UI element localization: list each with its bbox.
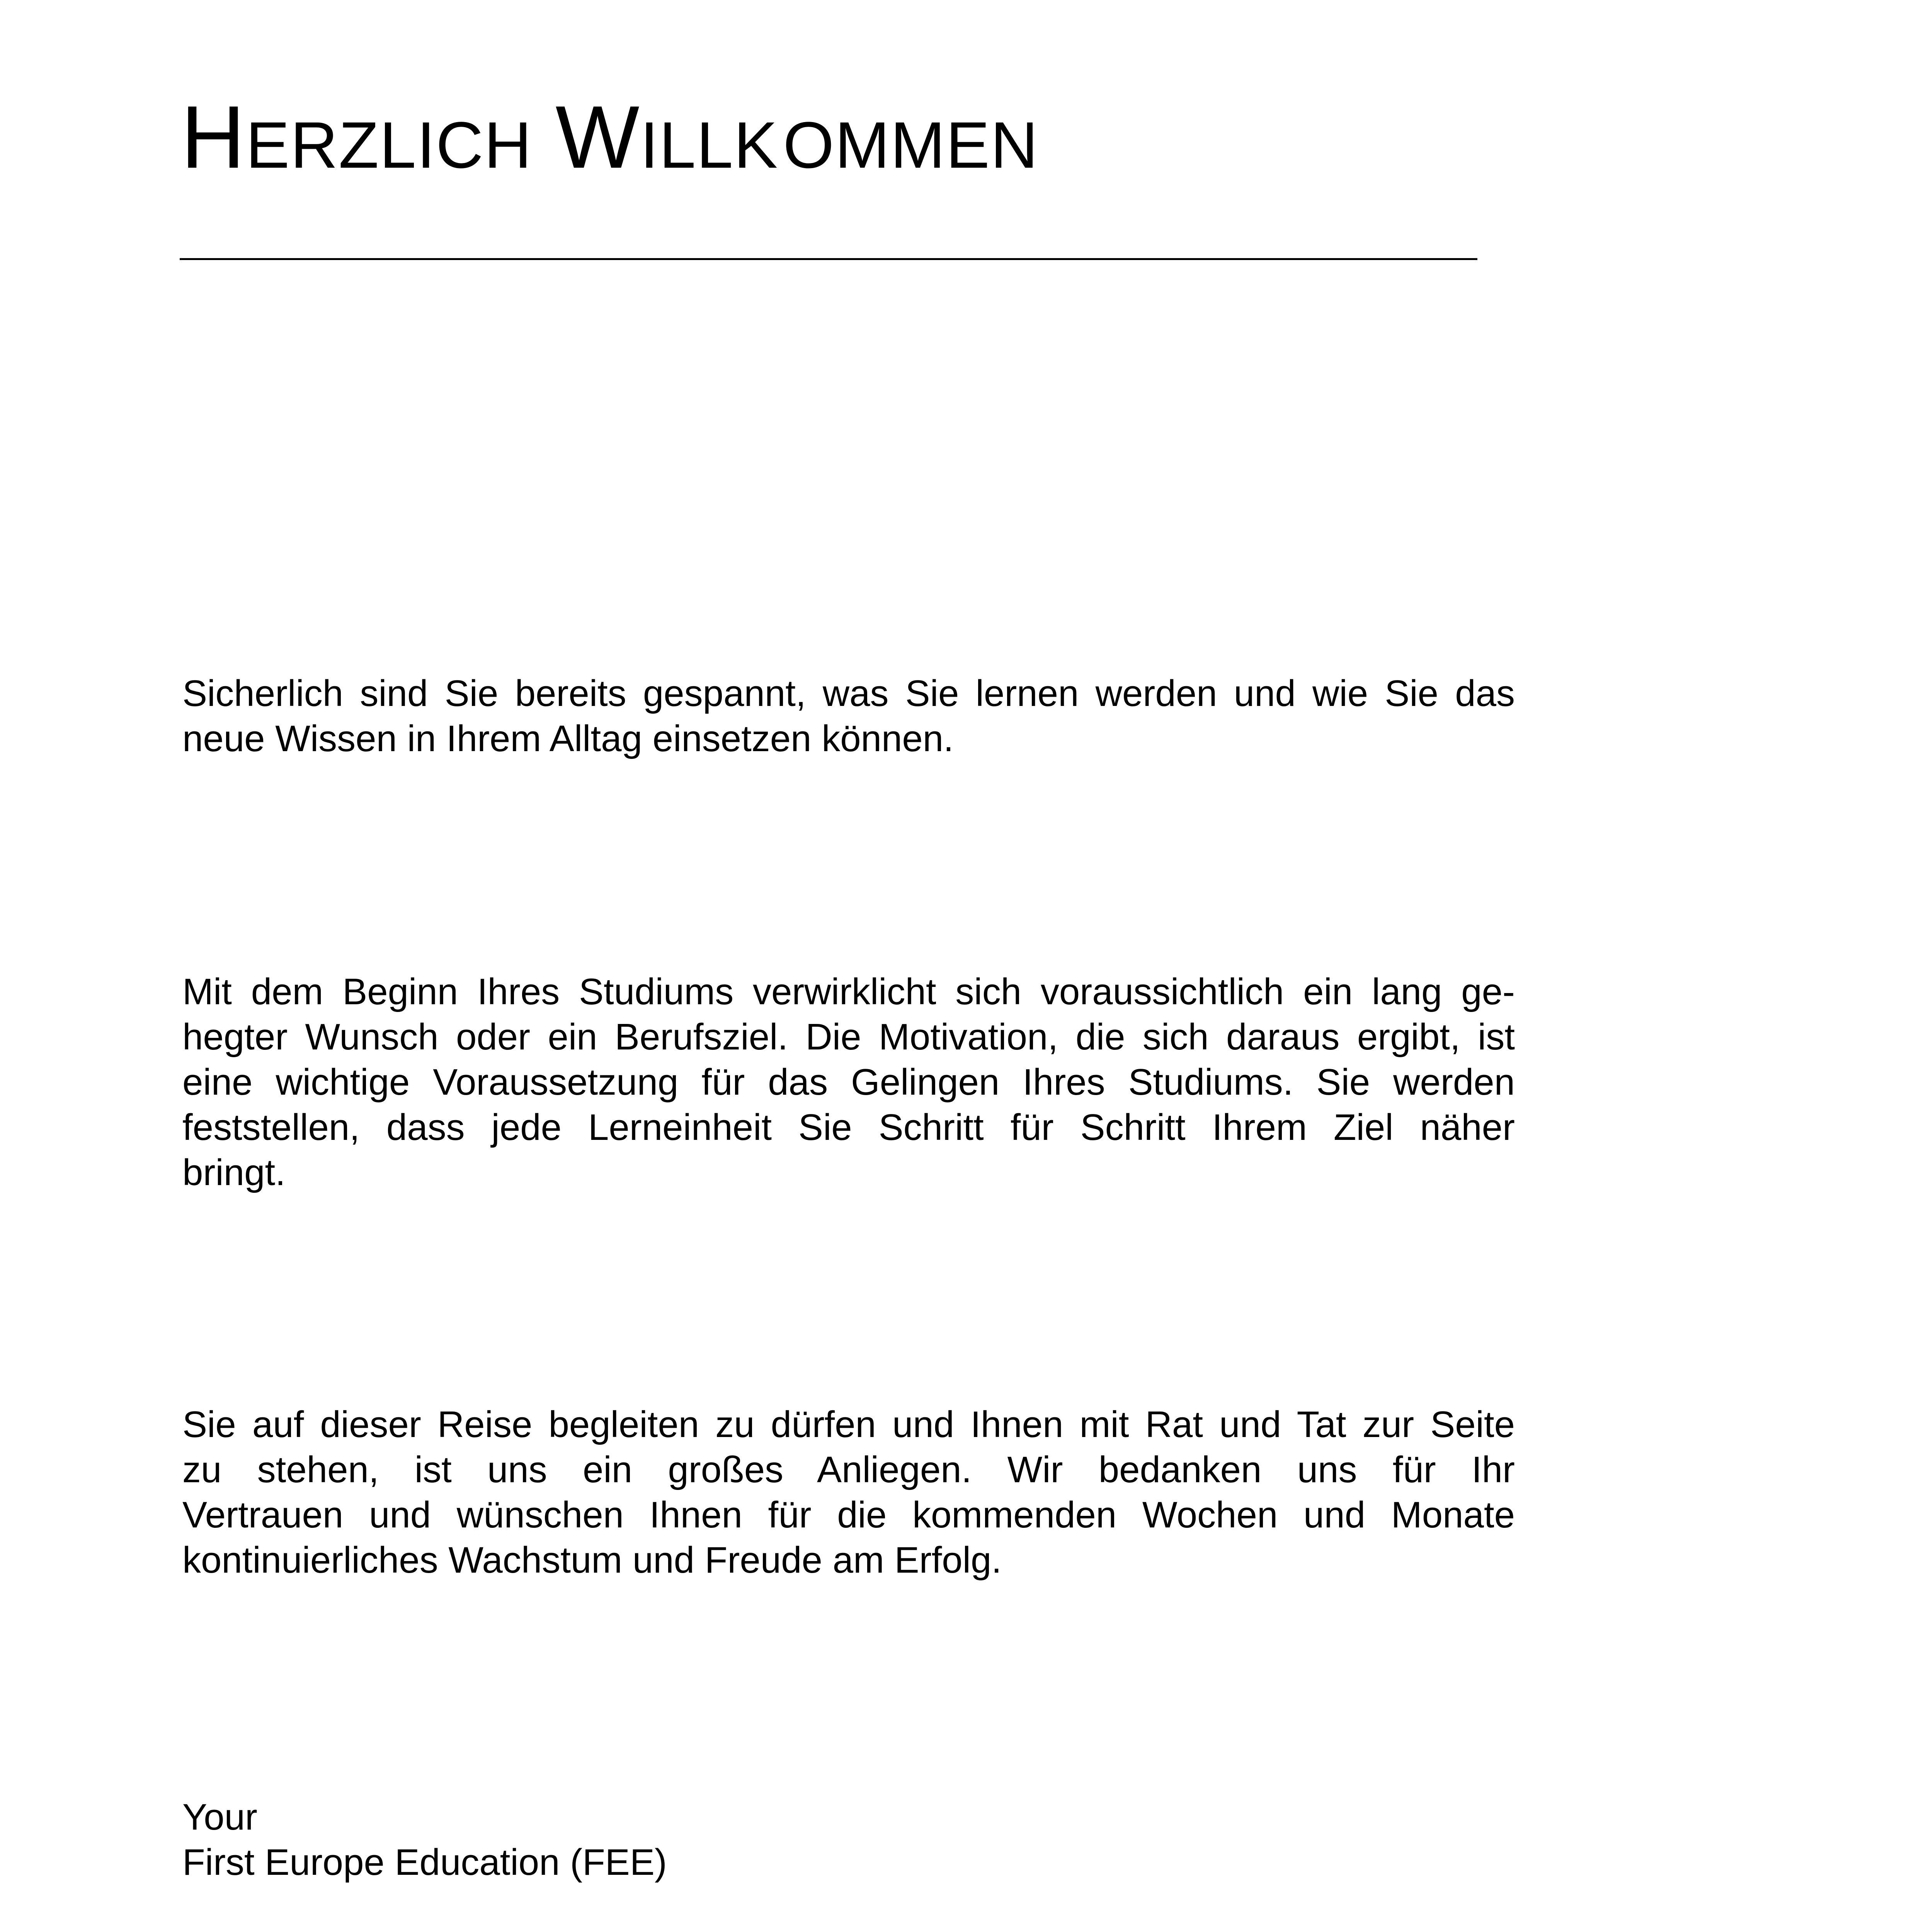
paragraph-line: zu stehen, ist uns ein großes Anliegen. Wir bedanken uns für Ihr (182, 1449, 1515, 1490)
paragraph-motivation (182, 969, 1515, 1195)
paragraph-line: neue Wissen in Ihrem Alltag einsetzen können. (182, 718, 954, 759)
title-word-2-rest-b: OMMEN (783, 109, 1039, 182)
paragraph-intro (182, 671, 1515, 761)
title-divider (180, 258, 1477, 260)
paragraph-line: bringt. (182, 1152, 286, 1193)
title-word-1-rest: ERZLICH (246, 109, 533, 182)
paragraph-line: Vertrauen und wünschen Ihnen für die kommenden Wochen und Monate (182, 1494, 1515, 1536)
title-word-2-rest-a: ILLK (640, 109, 779, 182)
title-initial-w: W (555, 87, 640, 187)
paragraph-line: Mit dem Beginn Ihres Studiums verwirklicht sich voraussichtlich ein lang ge- (182, 971, 1515, 1012)
title-initial-h: H (181, 87, 246, 187)
signature-block (182, 1794, 667, 1885)
signature-sender: First Europe Education (FEE) (182, 1842, 667, 1883)
signature-closing: Your (182, 1796, 257, 1838)
page-title (181, 87, 1039, 187)
paragraph-thanks (182, 1402, 1515, 1583)
paragraph-line: hegter Wunsch oder ein Berufsziel. Die Motivation, die sich daraus ergibt, ist (182, 1016, 1515, 1058)
paragraph-line: eine wichtige Voraussetzung für das Gelingen Ihres Studiums. Sie werden (182, 1061, 1515, 1103)
paragraph-line: Sie auf dieser Reise begleiten zu dürfen und Ihnen mit Rat und Tat zur Seite (182, 1404, 1515, 1445)
paragraph-line: feststellen, dass jede Lerneinheit Sie Schritt für Schritt Ihrem Ziel näher (182, 1107, 1515, 1148)
paragraph-line: Sicherlich sind Sie bereits gespannt, was Sie lernen werden und wie Sie das (182, 673, 1515, 714)
paragraph-line: kontinuierliches Wachstum und Freude am Erfolg. (182, 1539, 1002, 1581)
